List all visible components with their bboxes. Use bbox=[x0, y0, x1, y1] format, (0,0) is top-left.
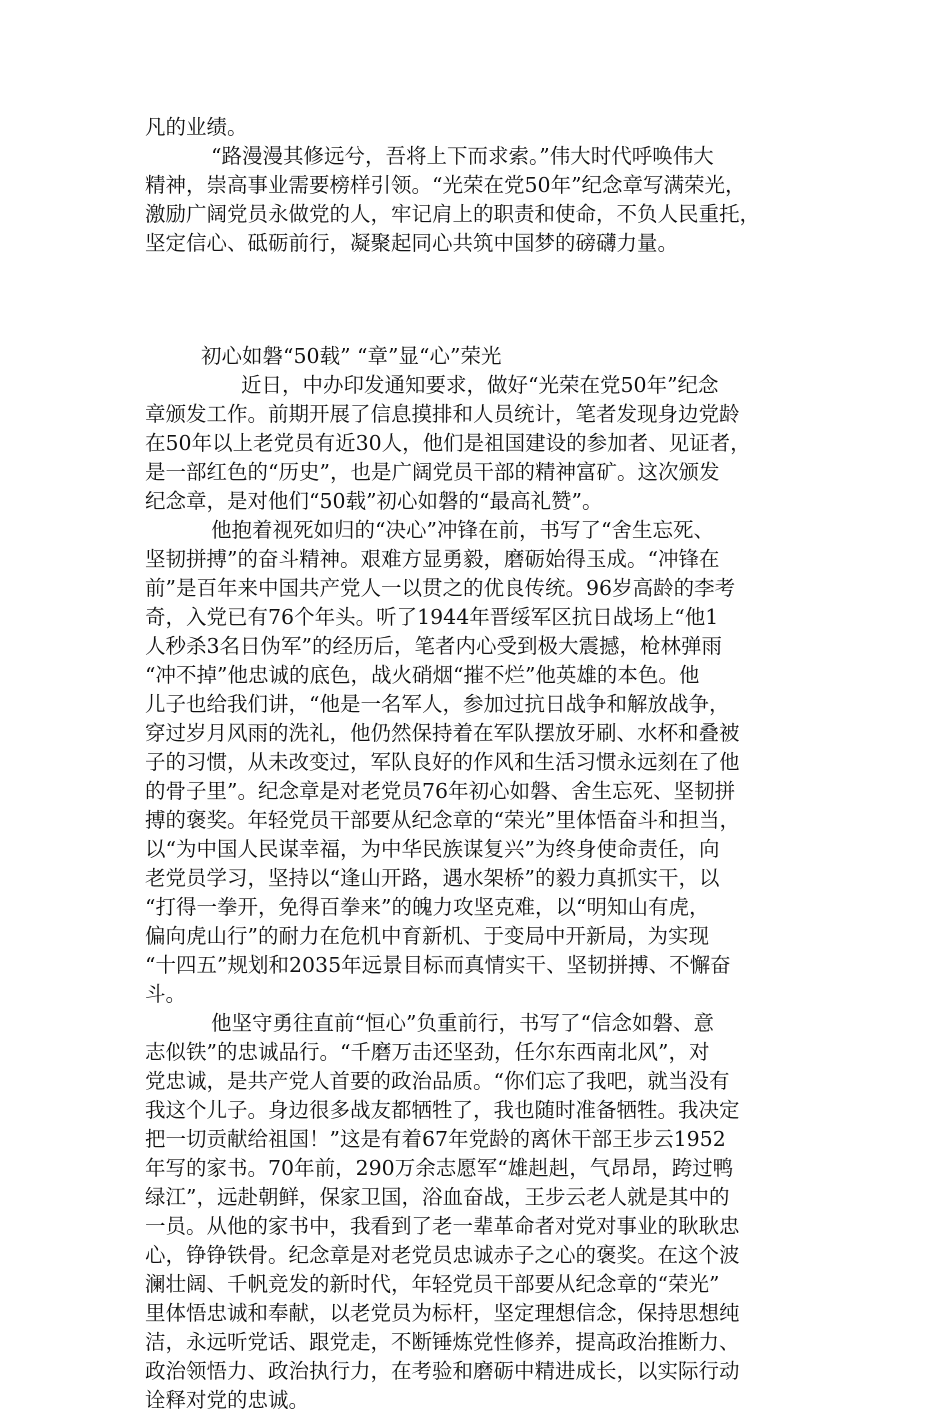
text-line: 以“为中国人民谋幸福，为中华民族谋复兴”为终身使命责任，向 bbox=[145, 837, 720, 861]
text-line: 人秒杀3名日伪军”的经历后，笔者内心受到极大震撼，枪林弹雨 bbox=[145, 634, 723, 658]
text-line: 斗。 bbox=[145, 982, 186, 1006]
text-line: 坚韧拼搏”的奋斗精神。艰难方显勇毅，磨砺始得玉成。“冲锋在 bbox=[145, 547, 720, 571]
text-line: 他抱着视死如归的“决心”冲锋在前，书写了“舍生忘死、 bbox=[211, 518, 714, 542]
text-line: 里体悟忠诚和奉献，以老党员为标杆，坚定理想信念，保持思想纯 bbox=[145, 1301, 740, 1325]
text-line: “冲不掉”他忠诚的底色，战火硝烟“摧不烂”他英雄的本色。他 bbox=[145, 663, 700, 687]
text-line: 洁，永远听党话、跟党走，不断锤炼党性修养，提高政治推断力、 bbox=[145, 1330, 740, 1354]
paragraph-1 bbox=[145, 371, 815, 516]
text-line: 穿过岁月风雨的洗礼，他仍然保持着在军队摆放牙刷、水杯和叠被 bbox=[145, 721, 740, 745]
text-line: 把一切贡献给祖国！”这是有着67年党龄的离休干部王步云1952 bbox=[145, 1127, 726, 1151]
text-line: 我这个儿子。身边很多战友都牺牲了，我也随时准备牺牲。我决定 bbox=[145, 1098, 740, 1122]
text-line: 政治领悟力、政治执行力，在考验和磨砺中精进成长，以实际行动 bbox=[145, 1359, 740, 1383]
text-line: 纪念章，是对他们“50载”初心如磐的“最高礼赞”。 bbox=[145, 489, 603, 513]
text-line: 在50年以上老党员有近30人，他们是祖国建设的参加者、见证者， bbox=[145, 431, 751, 455]
text-line: 近日，中办印发通知要求，做好“光荣在党50年”纪念 bbox=[241, 373, 719, 397]
document-page bbox=[145, 113, 815, 1415]
text-line: 诠释对党的忠诚。 bbox=[145, 1388, 309, 1412]
paragraph-2 bbox=[145, 516, 815, 1009]
text-line: 子的习惯，从未改变过，军队良好的作风和生活习惯永远刻在了他 bbox=[145, 750, 740, 774]
text-line: “打得一拳开，免得百拳来”的魄力攻坚克难，以“明知山有虎， bbox=[145, 895, 710, 919]
text-line: 的骨子里”。纪念章是对老党员76年初心如磐、舍生忘死、坚韧拼 bbox=[145, 779, 736, 803]
text-line: “十四五”规划和2035年远景目标而真情实干、坚韧拼搏、不懈奋 bbox=[145, 953, 731, 977]
text-line: 他坚守勇往直前“恒心”负重前行，书写了“信念如磐、意 bbox=[211, 1011, 714, 1035]
text-line: “路漫漫其修远兮，吾将上下而求索。”伟大时代呼唤伟大 bbox=[211, 144, 714, 168]
text-line: 是一部红色的“历史”，也是广阔党员干部的精神富矿。这次颁发 bbox=[145, 460, 720, 484]
text-line: 老党员学习，坚持以“逢山开路，遇水架桥”的毅力真抓实干，以 bbox=[145, 866, 720, 890]
text-line: 凡的业绩。 bbox=[145, 115, 248, 139]
text-line: 年写的家书。70年前，290万余志愿军“雄赳赳，气昂昂，跨过鸭 bbox=[145, 1156, 734, 1180]
text-line: 一员。从他的家书中，我看到了老一辈革命者对党对事业的耿耿忠 bbox=[145, 1214, 740, 1238]
text-line: 精神，崇高事业需要榜样引领。“光荣在党50年”纪念章写满荣光， bbox=[145, 173, 746, 197]
text-line: 坚定信心、砥砺前行，凝聚起同心共筑中国梦的磅礴力量。 bbox=[145, 231, 678, 255]
text-line: 儿子也给我们讲，“他是一名军人，参加过抗日战争和解放战争， bbox=[145, 692, 730, 716]
text-line: 偏向虎山行”的耐力在危机中育新机、于变局中开新局，为实现 bbox=[145, 924, 709, 948]
intro-paragraph bbox=[145, 113, 815, 258]
text-line: 章颁发工作。前期开展了信息摸排和人员统计，笔者发现身边党龄 bbox=[145, 402, 740, 426]
text-line: 心，铮铮铁骨。纪念章是对老党员忠诚赤子之心的褒奖。在这个波 bbox=[145, 1243, 740, 1267]
paragraph-3 bbox=[145, 1009, 815, 1415]
text-line: 前”是百年来中国共产党人一以贯之的优良传统。96岁高龄的李考 bbox=[145, 576, 736, 600]
text-line: 搏的褒奖。年轻党员干部要从纪念章的“荣光”里体悟奋斗和担当， bbox=[145, 808, 740, 832]
text-line: 激励广阔党员永做党的人，牢记肩上的职责和使命，不负人民重托， bbox=[145, 202, 760, 226]
text-line: 党忠诚，是共产党人首要的政治品质。“你们忘了我吧，就当没有 bbox=[145, 1069, 730, 1093]
text-line: 奇，入党已有76个年头。听了1944年晋绥军区抗日战场上“他1 bbox=[145, 605, 719, 629]
section-gap bbox=[145, 258, 815, 342]
text-line: 澜壮阔、千帆竞发的新时代，年轻党员干部要从纪念章的“荣光” bbox=[145, 1272, 720, 1296]
text-line: 绿江”，远赴朝鲜，保家卫国，浴血奋战，王步云老人就是其中的 bbox=[145, 1185, 730, 1209]
text-line: 志似铁”的忠诚品行。“千磨万击还坚劲，任尔东西南北风”，对 bbox=[145, 1040, 710, 1064]
section-title: 初心如磐“50载” “章”显“心”荣光 bbox=[201, 344, 502, 368]
